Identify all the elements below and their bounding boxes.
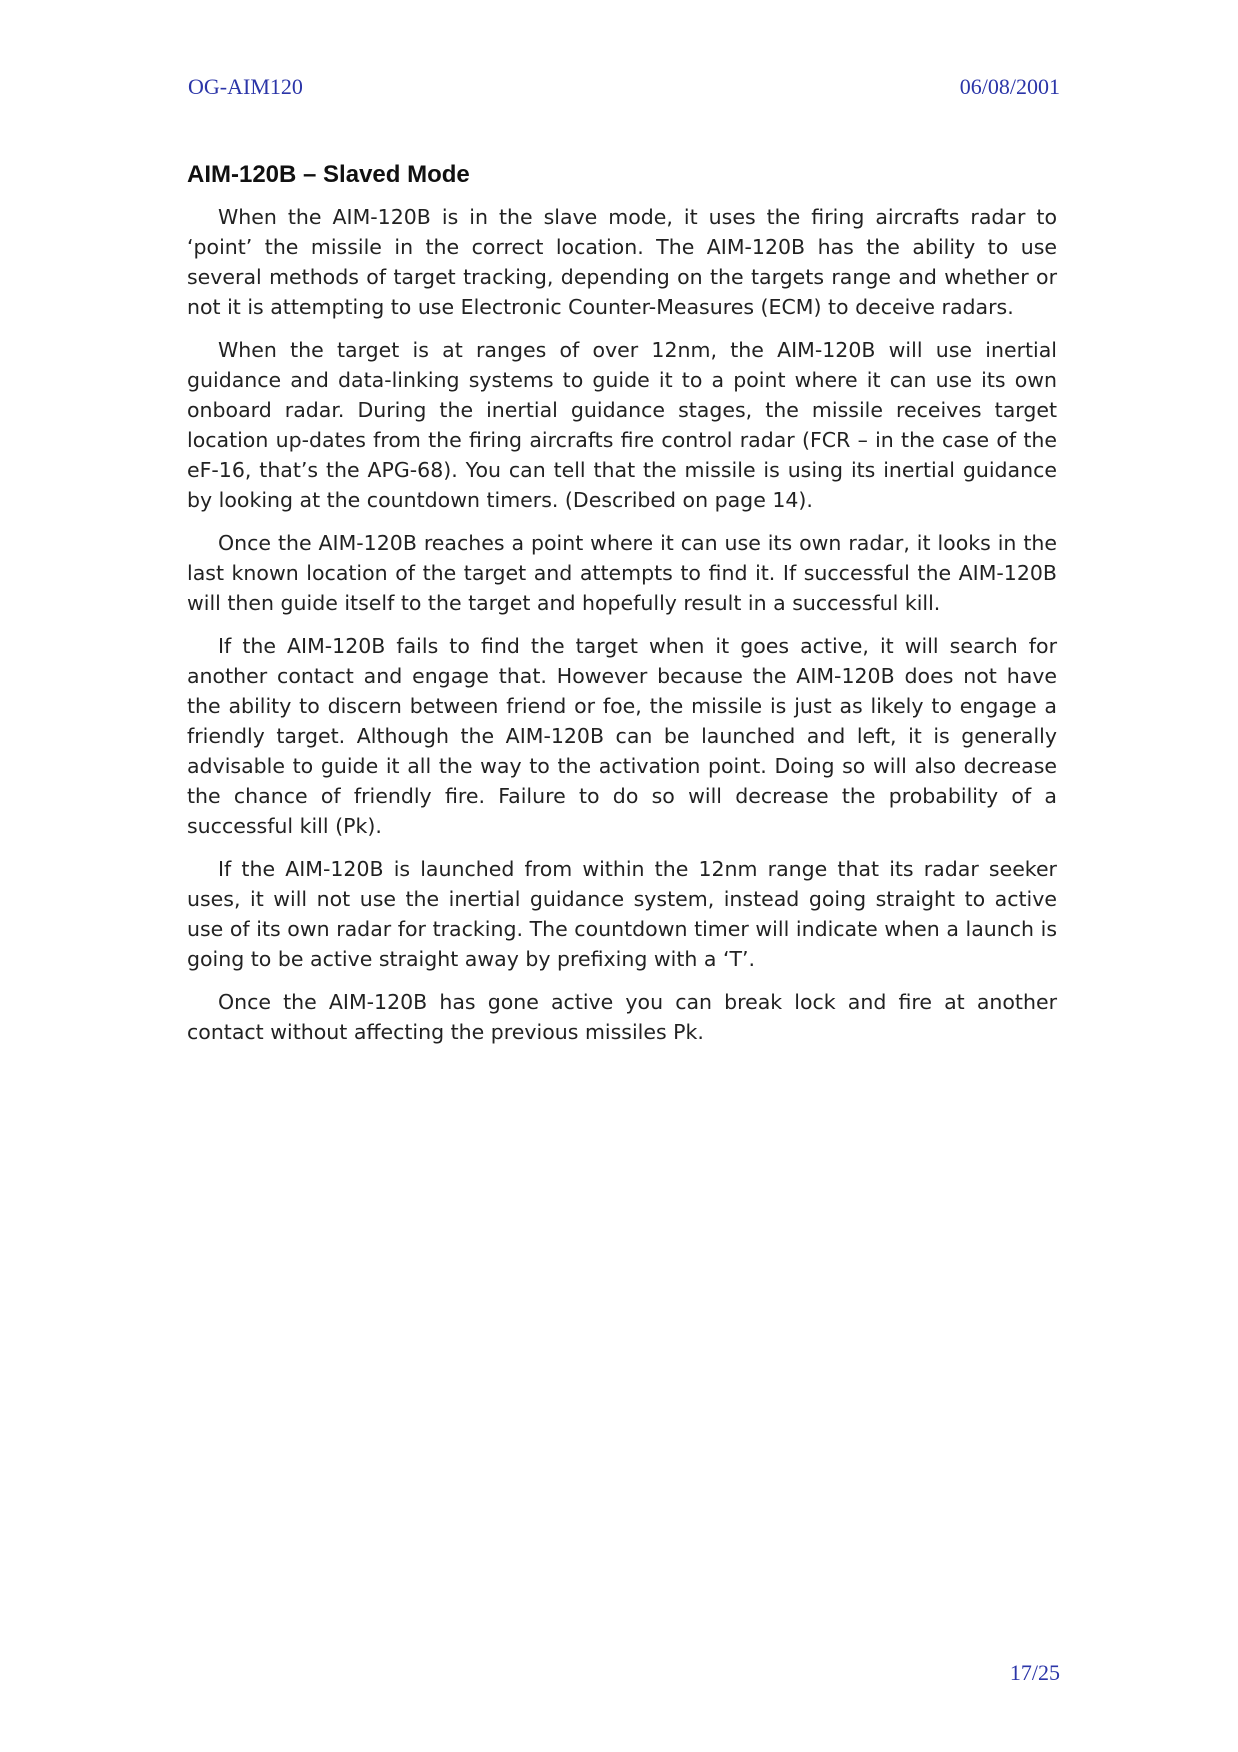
paragraph-inertial-guidance: When the target is at ranges of over 12nm, the AIM-120B will use inertial guidance and data-linking systems to guide it to a point where it can use its own onboard radar. During the inertial guidance stages, the missile receives target location up-dates from the firing aircrafts fire control radar (FCR – in the case of the eF-16, that’s the APG-68). You can tell that the missile is using its inertial guidance by looking at the countdown timers. (Described on page 14). — [187, 338, 1057, 512]
paragraph-own-radar: Once the AIM-120B reaches a point where it can use its own radar, it looks in the last known location of the target and attempts to find it. If successful the AIM-120B will then guide itself to the target and hopefully result in a successful kill. — [187, 531, 1057, 615]
paragraph-slave-mode-intro: When the AIM-120B is in the slave mode, it uses the firing aircrafts radar to ‘point’ the missile in the correct location. The AIM-120B has the ability to use several methods of target tracking, depending on the targets range and whether or not it is attempting to use Electronic Counter-Measures (ECM) to deceive radars. — [187, 205, 1057, 319]
paragraph-within-range: If the AIM-120B is launched from within the 12nm range that its radar seeker uses, it will not use the inertial guidance system, instead going straight to active use of its own radar for tracking. The countdown timer will indicate when a launch is going to be active straight away by prefixing with a ‘T’. — [187, 857, 1057, 971]
page-number: 17/25 — [1009, 1660, 1060, 1685]
paragraph-fails-to-find: If the AIM-120B fails to find the target when it goes active, it will search for another contact and engage that. However because the AIM-120B does not have the ability to discern between friend or foe, the missile is just as likely to engage a friendly target. Although the AIM-120B can be launched and left, it is generally advisable to guide it all the way to the activation point. Doing so will also decrease the chance of friendly fire. Failure to do so will decrease the probability of a successful kill (Pk). — [187, 634, 1057, 838]
section-heading: AIM-120B – Slaved Mode — [187, 161, 470, 188]
page-body — [187, 160, 1057, 1060]
document-date: 06/08/2001 — [959, 74, 1060, 99]
paragraph-break-lock: Once the AIM-120B has gone active you can break lock and fire at another contact without affecting the previous missiles Pk. — [187, 990, 1057, 1044]
document-id: OG-AIM120 — [188, 74, 303, 99]
